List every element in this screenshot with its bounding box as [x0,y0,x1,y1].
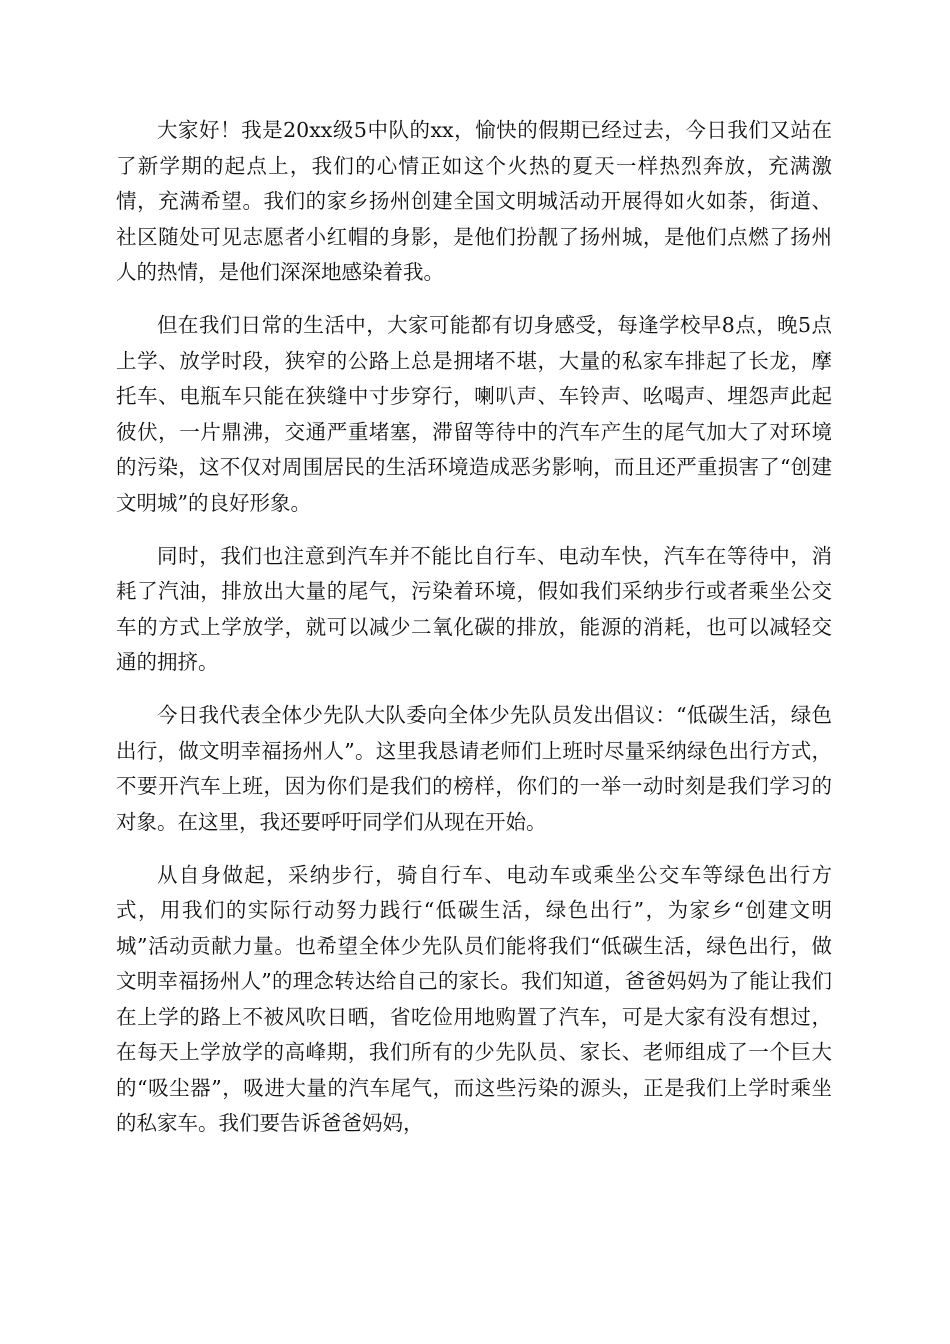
paragraph-car-emissions: 同时，我们也注意到汽车并不能比自行车、电动车快，汽车在等待中，消耗了汽油，排放出大量的尾气，污染着环境，假如我们采纳步行或者乘坐公交车的方式上学放学，就可以减少二氧化碳的排放，能源的消耗，也可以减轻交通的拥挤。 [116,543,832,674]
paragraph-greeting: 大家好！我是20xx级5中队的xx，愉快的假期已经过去，今日我们又站在了新学期的起点上，我们的心情正如这个火热的夏天一样热烈奔放，充满激情，充满希望。我们的家乡扬州创建全国文明城活动开展得如火如荼，街道、社区随处可见志愿者小红帽的身影，是他们扮靓了扬州城，是他们点燃了扬州人的热情，是他们深深地感染着我。 [116,118,832,284]
paragraph-traffic-problem: 但在我们日常的生活中，大家可能都有切身感受，每逢学校早8点，晚5点上学、放学时段，狭窄的公路上总是拥堵不堪，大量的私家车排起了长龙，摩托车、电瓶车只能在狭缝中寸步穿行，喇叭声、车铃声、吆喝声、埋怨声此起彼伏，一片鼎沸，交通严重堵塞，滞留等待中的汽车产生的尾气加大了对环境的污染，这不仅对周围居民的生活环境造成恶劣影响，而且还严重损害了“创建文明城”的良好形象。 [116,313,832,515]
paragraph-call-to-action: 从自身做起，采纳步行，骑自行车、电动车或乘坐公交车等绿色出行方式，用我们的实际行动努力践行“低碳生活，绿色出行”，为家乡“创建文明城”活动贡献力量。也希望全体少先队员们能将我们“低碳生活，绿色出行，做文明幸福扬州人”的理念转达给自己的家长。我们知道，爸爸妈妈为了能让我们在上学的路上不被风吹日晒，省吃俭用地购置了汽车，可是大家有没有想过，在每天上学放学的高峰期，我们所有的少先队员、家长、老师组成了一个巨大的“吸尘器”，吸进大量的汽车尾气，而这些污染的源头，正是我们上学时乘坐的私家车。我们要告诉爸爸妈妈， [116,862,832,1135]
paragraph-proposal: 今日我代表全体少先队大队委向全体少先队员发出倡议：“低碳生活，绿色出行，做文明幸福扬州人”。这里我恳请老师们上班时尽量采纳绿色出行方式，不要开汽车上班，因为你们是我们的榜样，你们的一举一动时刻是我们学习的对象。在这里，我还要呼吁同学们从现在开始。 [116,703,832,834]
document-body [116,113,832,1159]
